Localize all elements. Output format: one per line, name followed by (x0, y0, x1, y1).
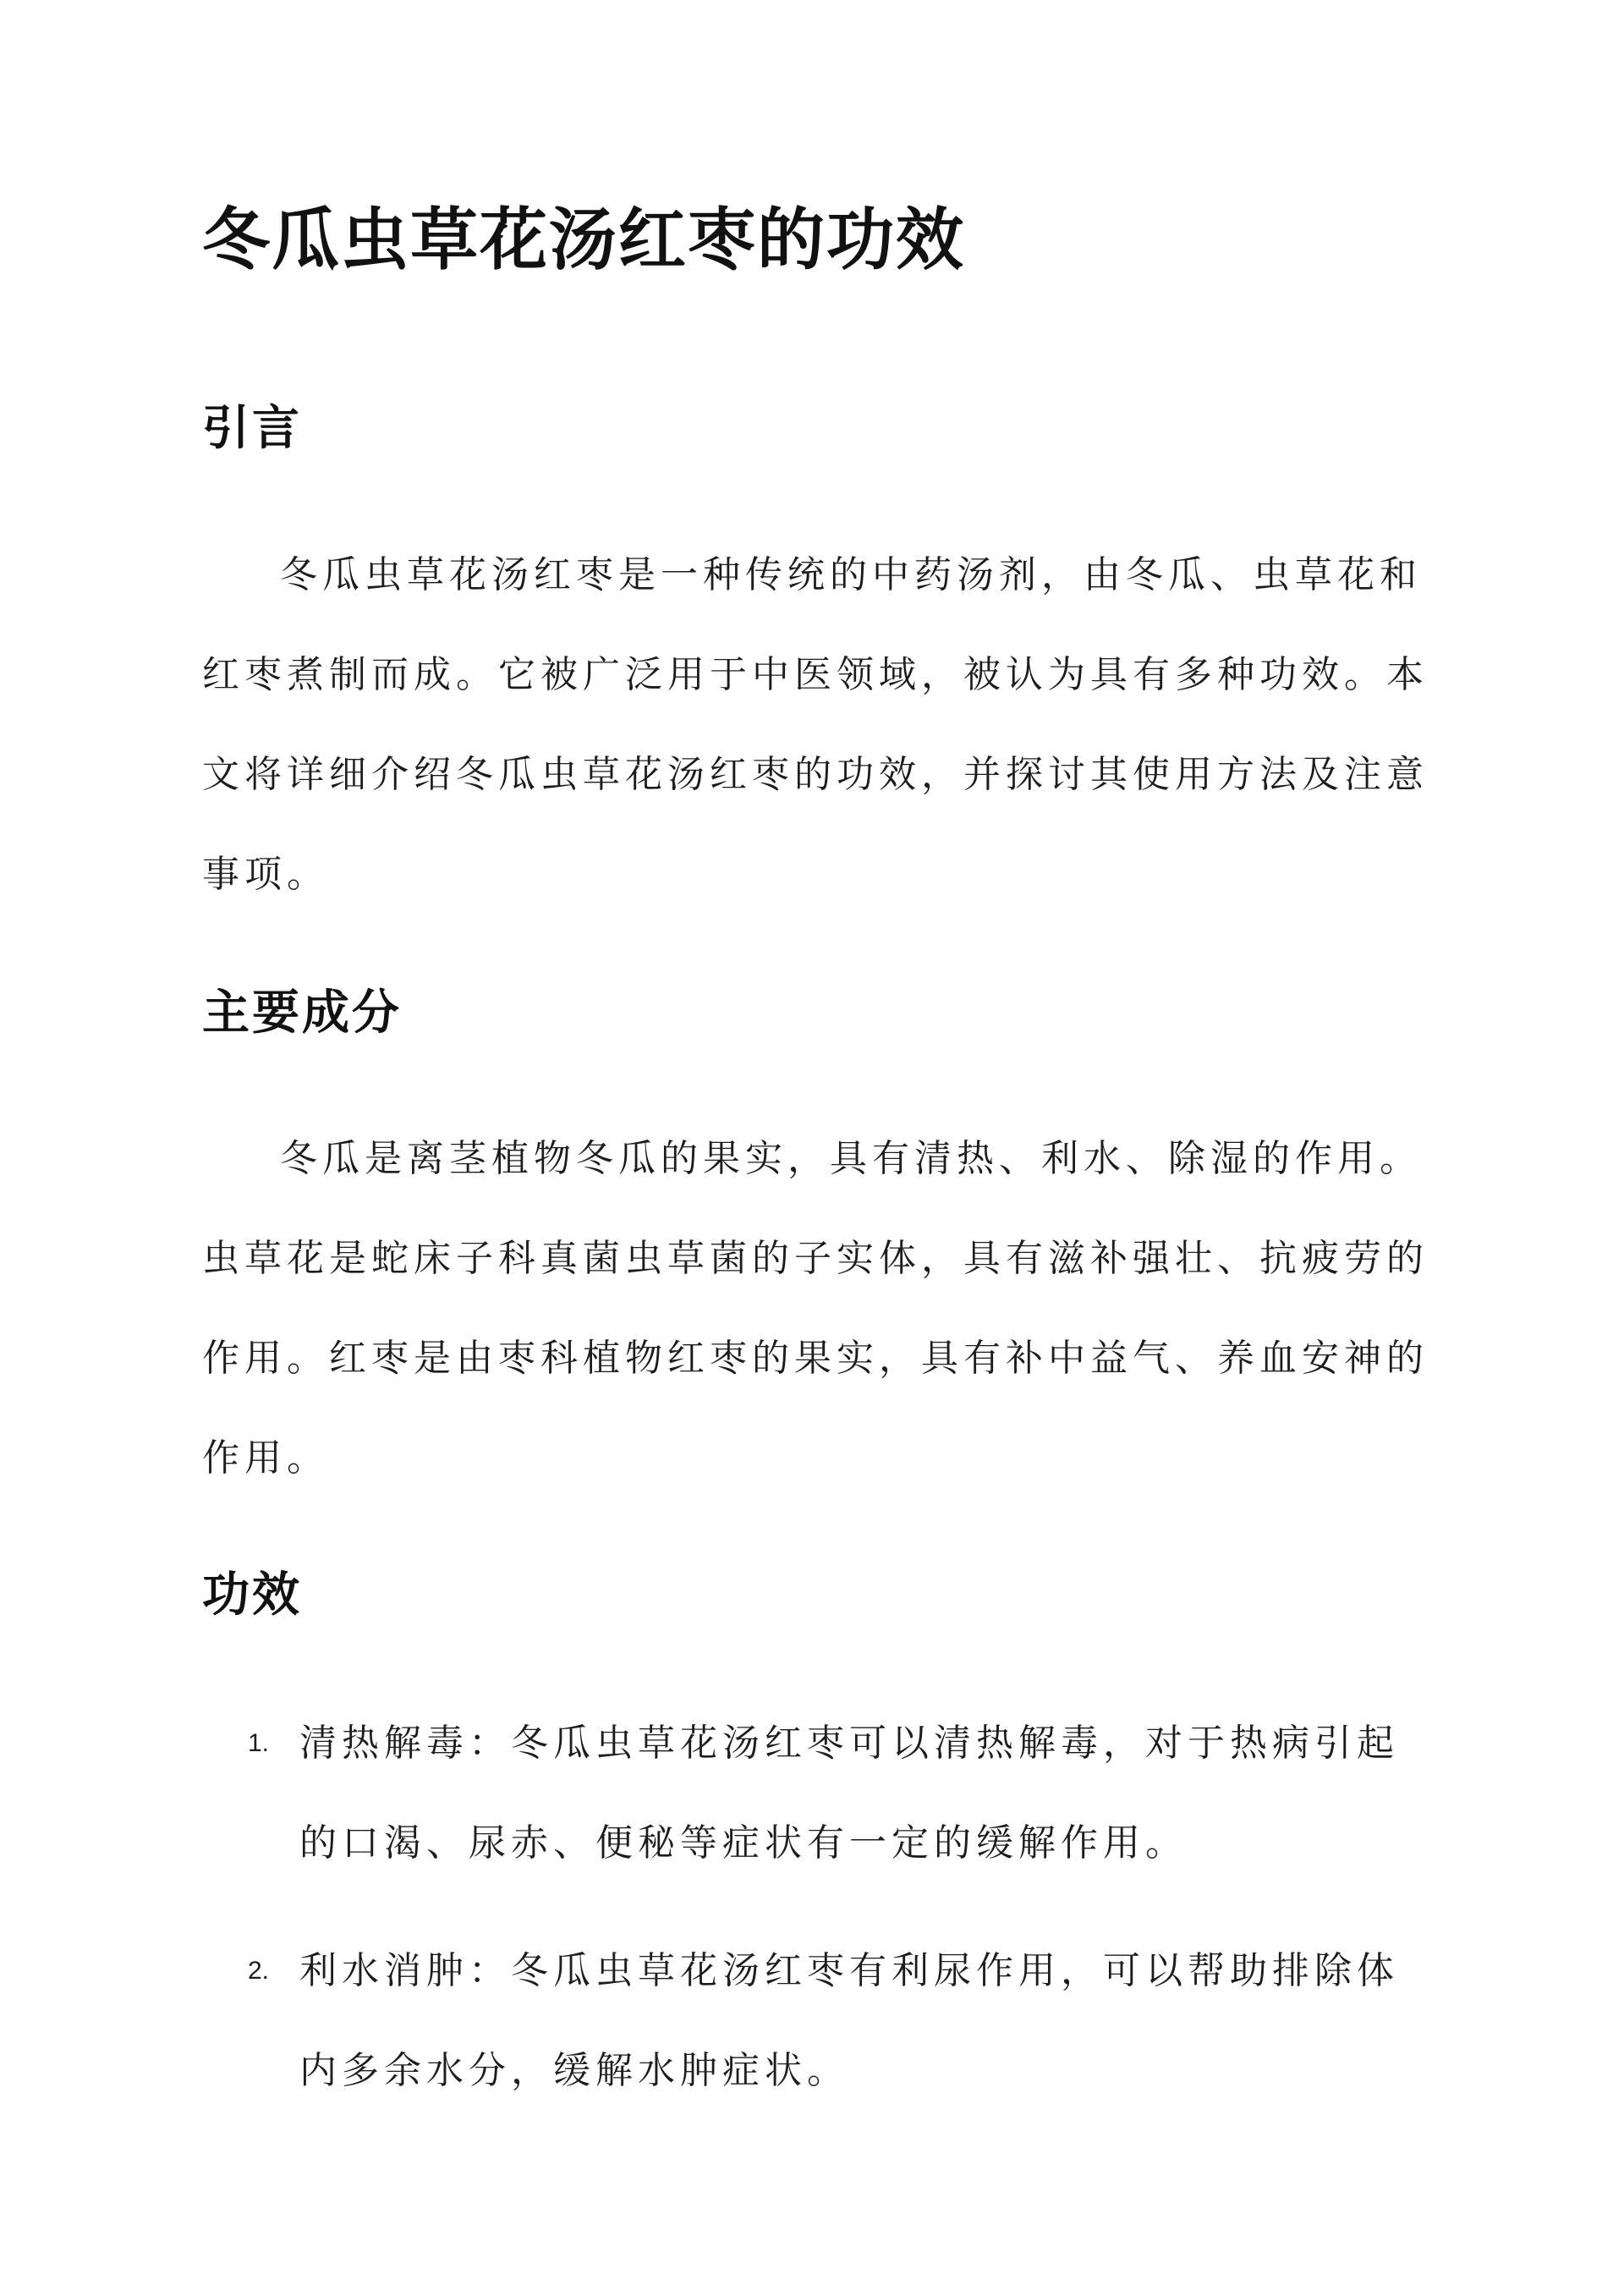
main-ingredients-paragraph: 冬瓜是离茎植物冬瓜的果实，具有清热、利水、除湿的作用。虫草花是蛇床子科真菌虫草菌的子实体，具有滋补强壮、抗疲劳的作用。红枣是由枣科植物红枣的果实，具有补中益气、养血安神的作用。 (202, 1137, 1429, 1480)
list-item-number: 1. (248, 1729, 270, 1757)
list-item-number: 2. (248, 1957, 270, 1985)
document-title: 冬瓜虫草花汤红枣的功效 (202, 200, 965, 279)
list-item-text: 清热解毒：冬瓜虫草花汤红枣可以清热解毒，对于热病引起的口渴、尿赤、便秘等症状有一定的缓解作用。 (299, 1722, 1399, 1865)
introduction-paragraph: 冬瓜虫草花汤红枣是一种传统的中药汤剂，由冬瓜、虫草花和红枣煮制而成。它被广泛用于中医领域，被认为具有多种功效。本文将详细介绍冬瓜虫草花汤红枣的功效，并探讨其使用方法及注意事项。 (202, 553, 1429, 896)
list-item-text: 利水消肿：冬瓜虫草花汤红枣有利尿作用，可以帮助排除体内多余水分，缓解水肿症状。 (299, 1949, 1399, 2092)
section-heading-efficacy: 功效 (202, 1567, 302, 1623)
list-item (0, 1921, 1624, 2124)
section-heading-main-ingredients: 主要成分 (202, 985, 402, 1041)
section-heading-introduction: 引言 (202, 400, 302, 456)
list-item (0, 1694, 1624, 1897)
